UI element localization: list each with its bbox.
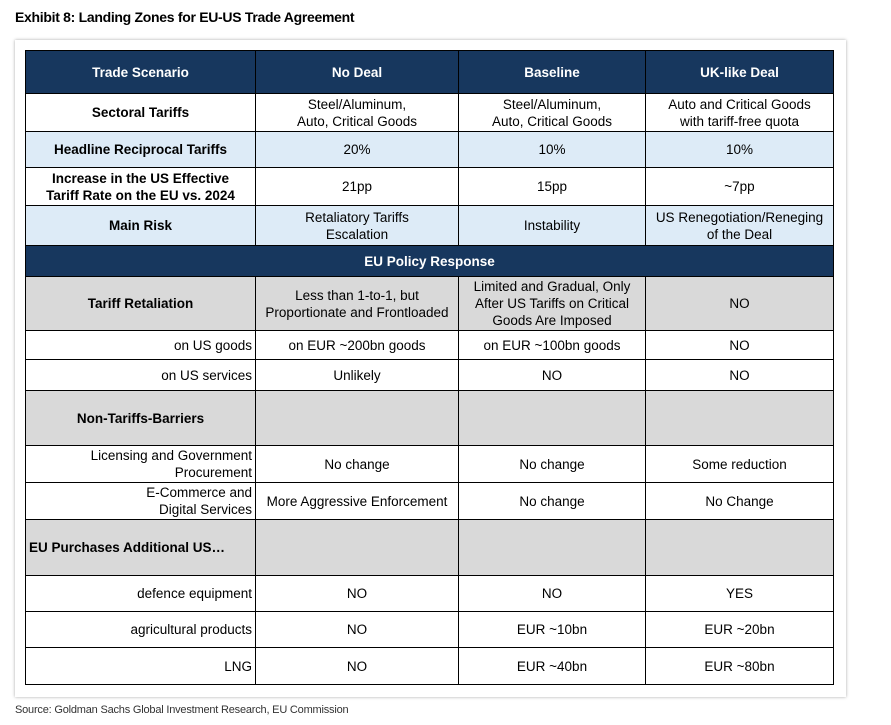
row-label: on US goods [26, 331, 256, 360]
table-cell: 10% [459, 132, 646, 168]
row-label: Sectoral Tariffs [26, 94, 256, 132]
table-cell: 15pp [459, 168, 646, 206]
row-label: LNG [26, 648, 256, 685]
table-cell: Some reduction [646, 446, 834, 483]
table-cell: YES [646, 576, 834, 612]
row-label: Non-Tariffs-Barriers [26, 391, 256, 446]
row-label: agricultural products [26, 612, 256, 648]
table-cell: Auto and Critical Goods with tariff-free quota [646, 94, 834, 132]
table-cell: ~7pp [646, 168, 834, 206]
table-cell: US Renegotiation/Reneging of the Deal [646, 206, 834, 246]
table-cell [459, 391, 646, 446]
row-effective-tariff-increase [26, 168, 834, 206]
source-note: Source: Goldman Sachs Global Investment Research, EU Commission [15, 704, 349, 716]
table-cell: Instability [459, 206, 646, 246]
table-cell: EUR ~40bn [459, 648, 646, 685]
row-eu-purchases [26, 520, 834, 576]
table-cell: NO [646, 360, 834, 391]
row-label: on US services [26, 360, 256, 391]
table-cell: EUR ~20bn [646, 612, 834, 648]
row-tariff-retaliation [26, 277, 834, 331]
table-cell: 20% [256, 132, 459, 168]
row-main-risk [26, 206, 834, 246]
column-header-no-deal: No Deal [256, 51, 459, 94]
table-cell: on EUR ~100bn goods [459, 331, 646, 360]
header-row [26, 51, 834, 94]
table-cell [256, 520, 459, 576]
row-label: Licensing and Government Procurement [26, 446, 256, 483]
row-label: Tariff Retaliation [26, 277, 256, 331]
table-cell: Steel/Aluminum, Auto, Critical Goods [459, 94, 646, 132]
row-licensing-procurement [26, 446, 834, 483]
trade-scenario-table [25, 50, 834, 685]
column-header-uk-like-deal: UK-like Deal [646, 51, 834, 94]
table-cell: Retaliatory Tariffs Escalation [256, 206, 459, 246]
table-cell: NO [256, 612, 459, 648]
row-headline-reciprocal-tariffs [26, 132, 834, 168]
row-sectoral-tariffs [26, 94, 834, 132]
table-cell: 21pp [256, 168, 459, 206]
table-cell [646, 391, 834, 446]
row-label: defence equipment [26, 576, 256, 612]
table-cell: NO [646, 277, 834, 331]
table-cell [646, 520, 834, 576]
table-cell [256, 391, 459, 446]
table-cell [459, 520, 646, 576]
table-cell: Unlikely [256, 360, 459, 391]
row-agricultural-products [26, 612, 834, 648]
table-cell: NO [256, 576, 459, 612]
row-on-us-services [26, 360, 834, 391]
table-cell: Limited and Gradual, Only After US Tariffs on Critical Goods Are Imposed [459, 277, 646, 331]
table-cell: No change [256, 446, 459, 483]
row-defence-equipment [26, 576, 834, 612]
table-cell: 10% [646, 132, 834, 168]
row-label: E-Commerce and Digital Services [26, 483, 256, 520]
table-cell: on EUR ~200bn goods [256, 331, 459, 360]
table-cell: Less than 1-to-1, but Proportionate and Frontloaded [256, 277, 459, 331]
section-title: EU Policy Response [26, 246, 834, 277]
row-label: EU Purchases Additional US… [26, 520, 256, 576]
table-cell: EUR ~80bn [646, 648, 834, 685]
column-header-trade-scenario: Trade Scenario [26, 51, 256, 94]
table-cell: No change [459, 483, 646, 520]
row-label: Increase in the US Effective Tariff Rate on the EU vs. 2024 [26, 168, 256, 206]
column-header-baseline: Baseline [459, 51, 646, 94]
table-frame [15, 40, 846, 697]
table-cell: Steel/Aluminum, Auto, Critical Goods [256, 94, 459, 132]
table-cell: NO [459, 576, 646, 612]
row-label: Headline Reciprocal Tariffs [26, 132, 256, 168]
table-cell: NO [256, 648, 459, 685]
row-label: Main Risk [26, 206, 256, 246]
table-cell: No Change [646, 483, 834, 520]
table-cell: More Aggressive Enforcement [256, 483, 459, 520]
table-cell: No change [459, 446, 646, 483]
table-cell: NO [459, 360, 646, 391]
row-on-us-goods [26, 331, 834, 360]
row-ecommerce-digital [26, 483, 834, 520]
table-cell: EUR ~10bn [459, 612, 646, 648]
exhibit-title: Exhibit 8: Landing Zones for EU-US Trade Agreement [15, 9, 355, 25]
table-cell: NO [646, 331, 834, 360]
section-row [26, 246, 834, 277]
row-lng [26, 648, 834, 685]
row-non-tariff-barriers [26, 391, 834, 446]
